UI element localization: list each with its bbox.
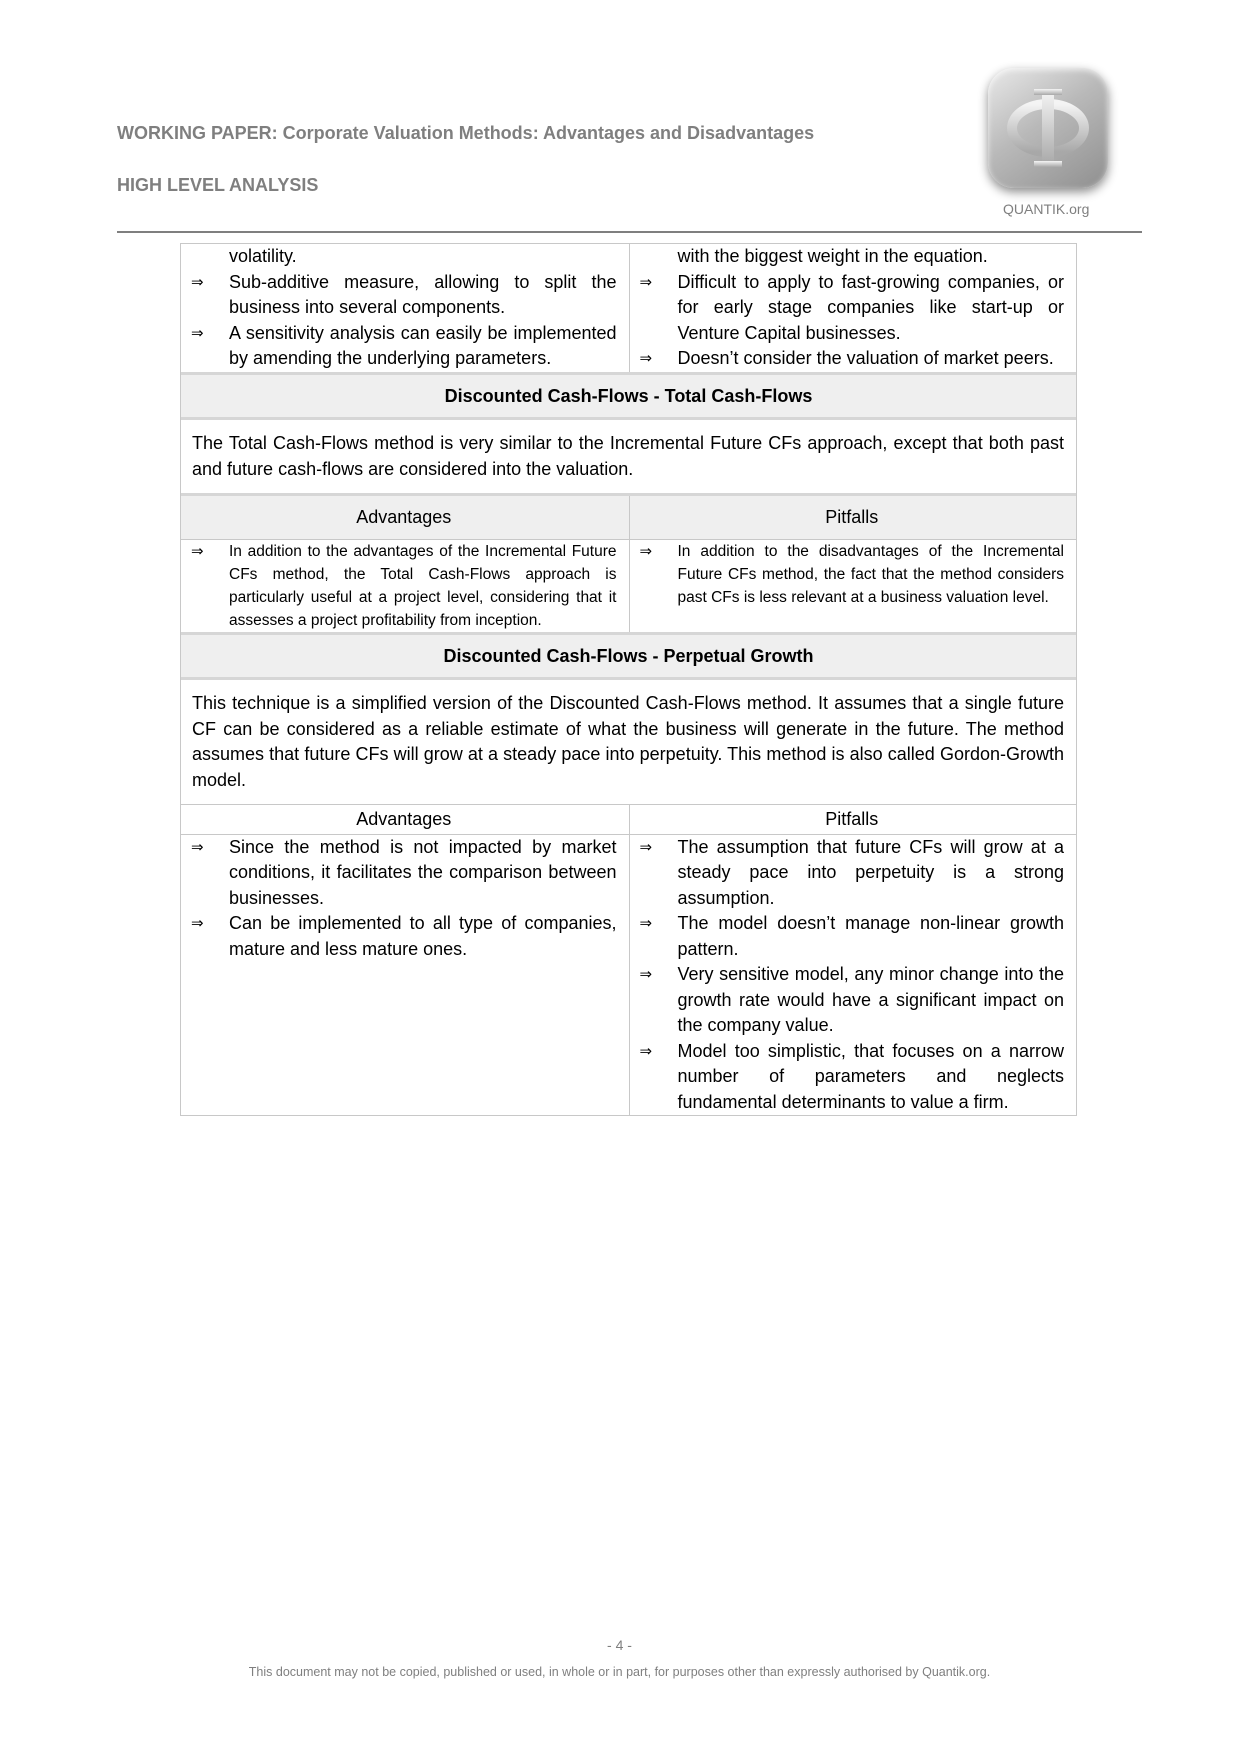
column-headers bbox=[181, 493, 1076, 539]
list-item: ⇒ In addition to the disadvantages of the Incremental Future CFs method, the fact that the method considers past CFs is less relevant at a business valuation level. bbox=[640, 540, 1065, 609]
list-item: ⇒ Since the method is not impacted by market conditions, it facilitates the comparison between businesses. bbox=[191, 835, 617, 912]
list-item: with the biggest weight in the equation. bbox=[677, 246, 988, 266]
list-item: ⇒ In addition to the advantages of the Incremental Future CFs method, the Total Cash-Flows approach is particularly useful at a project level, considering that it assesses a project profitability from inception. bbox=[191, 540, 617, 632]
pitfalls-header: Pitfalls bbox=[629, 496, 1077, 539]
copyright-notice: This document may not be copied, published or used, in whole or in part, for purposes other than expressly authorised by Quantik.org. bbox=[248, 1665, 991, 1679]
total-cash-flows-row bbox=[181, 539, 1076, 632]
list-item: ⇒ The model doesn’t manage non-linear growth pattern. bbox=[640, 911, 1065, 962]
quantik-logo bbox=[988, 68, 1108, 188]
header-divider bbox=[117, 231, 1142, 233]
pitfalls-cell bbox=[629, 540, 1077, 632]
list-item: ⇒ Can be implemented to all type of companies, mature and less mature ones. bbox=[191, 911, 617, 962]
advantages-cell bbox=[181, 540, 629, 632]
continued-pitfalls-list bbox=[640, 244, 1065, 372]
perpetual-growth-row bbox=[181, 834, 1076, 1116]
document-title: WORKING PAPER: Corporate Valuation Methods: Advantages and Disadvantages bbox=[117, 123, 815, 143]
pitfalls-list bbox=[640, 540, 1065, 609]
continued-pitfalls-cell bbox=[629, 244, 1077, 372]
list-item: ⇒ Doesn’t consider the valuation of market peers. bbox=[640, 346, 1065, 372]
advantages-list bbox=[191, 835, 617, 963]
section-title-total-cash-flows: Discounted Cash-Flows - Total Cash-Flows bbox=[181, 372, 1076, 418]
continued-advantages-cell bbox=[181, 244, 629, 372]
list-item: ⇒ Difficult to apply to fast-growing companies, or for early stage companies like start-up or Venture Capital businesses. bbox=[640, 270, 1065, 347]
advantages-header: Advantages bbox=[356, 507, 452, 527]
list-item: ⇒ Model too simplistic, that focuses on a narrow number of parameters and neglects fundamental determinants to value a firm. bbox=[640, 1039, 1065, 1116]
list-item: volatility. bbox=[229, 246, 297, 266]
advantages-cell bbox=[181, 835, 629, 1116]
document-subtitle: HIGH LEVEL ANALYSIS bbox=[117, 175, 319, 195]
list-item: ⇒ A sensitivity analysis can easily be implemented by amending the underlying parameters. bbox=[191, 321, 617, 372]
column-headers bbox=[181, 804, 1076, 834]
phi-icon bbox=[993, 73, 1103, 183]
page-number: - 4 - bbox=[607, 1637, 632, 1653]
advantages-header: Advantages bbox=[356, 809, 452, 829]
section-title-perpetual-growth: Discounted Cash-Flows - Perpetual Growth bbox=[181, 632, 1076, 678]
list-item: ⇒ Very sensitive model, any minor change into the growth rate would have a significant impact on the company value. bbox=[640, 962, 1065, 1039]
valuation-table bbox=[180, 243, 1077, 1116]
pitfalls-cell bbox=[629, 835, 1077, 1116]
pitfalls-list bbox=[640, 835, 1065, 1116]
section-description-perpetual-growth: This technique is a simplified version of the Discounted Cash-Flows method. It assumes that a single future CF can be considered as a reliable estimate of what the business will generate in the future. The method assumes that future CFs will grow at a steady pace into perpetuity. This method is also called Gordon-Growth model. bbox=[181, 677, 1076, 804]
advantages-list bbox=[191, 540, 617, 632]
continued-advantages-list bbox=[191, 244, 617, 372]
pitfalls-header: Pitfalls bbox=[629, 805, 1077, 834]
section-description-total-cash-flows: The Total Cash-Flows method is very similar to the Incremental Future CFs approach, except that both past and future cash-flows are considered into the valuation. bbox=[181, 417, 1076, 493]
logo-caption: QUANTIK.org bbox=[1003, 201, 1090, 217]
list-item: ⇒ The assumption that future CFs will grow at a steady pace into perpetuity is a strong assumption. bbox=[640, 835, 1065, 912]
list-item: ⇒ Sub-additive measure, allowing to split the business into several components. bbox=[191, 270, 617, 321]
continued-row bbox=[181, 244, 1076, 372]
